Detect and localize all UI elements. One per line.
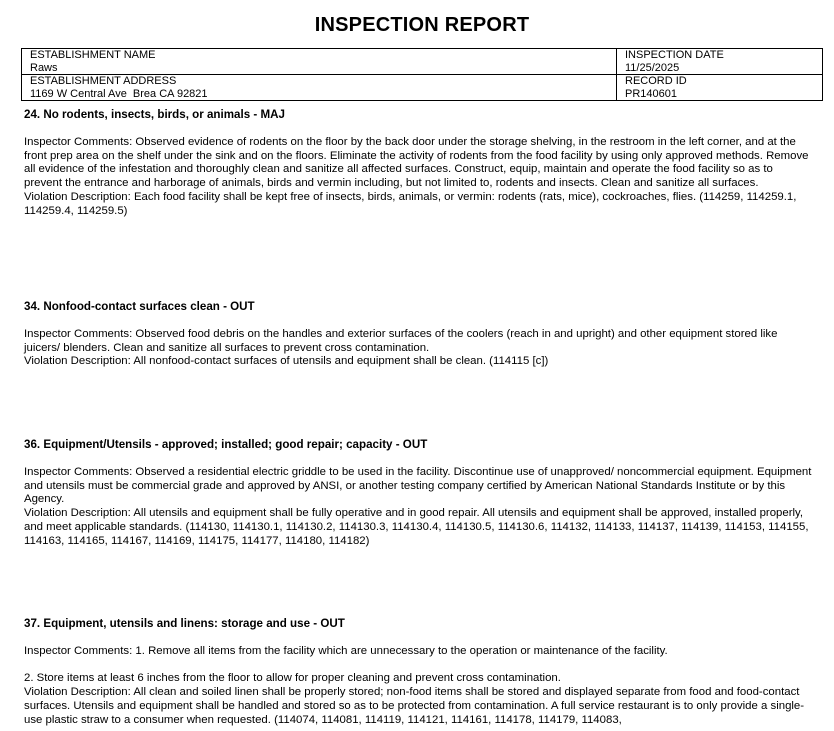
violation-description: Violation Description: All clean and soiled linen shall be properly stored; non-food items shall be stored and displayed separate from food and food-contact surfaces. Utensils and equipment shall be handled and stored so as to be protected from contamination. A full service restaurant is to only provide a single-use plastic straw to a consumer when requested. (114074, 114081, 114119, 114121, 114161, 114178, 114179, 114083, xyxy=(24,686,805,726)
violation-37 xyxy=(24,617,814,728)
establishment-name-cell xyxy=(22,49,617,75)
establishment-address-value: 1169 W Central Ave Brea CA 92821 xyxy=(30,87,208,100)
violation-34 xyxy=(24,300,814,369)
inspector-comments: Inspector Comments: 1. Remove all items from the facility which are unnecessary to the operation or maintenance of the facility. xyxy=(24,644,668,657)
establishment-address-label: ESTABLISHMENT ADDRESS xyxy=(30,75,177,87)
inspector-comments-continued: 2. Store items at least 6 inches from the floor to allow for proper cleaning and prevent cross contamination. xyxy=(24,672,561,685)
inspection-date-value: 11/25/2025 xyxy=(625,61,680,74)
establishment-name-label: ESTABLISHMENT NAME xyxy=(30,49,156,61)
violation-heading: 36. Equipment/Utensils - approved; installed; good repair; capacity - OUT xyxy=(24,438,428,451)
record-id-cell xyxy=(617,75,823,101)
violation-description: Violation Description: All nonfood-contact surfaces of utensils and equipment shall be clean. (114115 [c]) xyxy=(24,355,549,368)
violation-description: Violation Description: All utensils and equipment shall be fully operative and in good repair. All utensils and equipment shall be approved, installed properly, and meet applicable standards. (114130, 114130.1, 114130.2, 114130.3, 114130.4, 114130.5, 114130.6, 114132, 114133, 114137, 114139, 114153, 114155, 114163, 114165, 114167, 114169, 114175, 114177, 114180, 114182) xyxy=(24,507,809,547)
establishment-address-cell xyxy=(22,75,617,101)
report-title: INSPECTION REPORT xyxy=(314,14,530,36)
record-id-value: PR140601 xyxy=(625,87,677,100)
violation-heading: 34. Nonfood-contact surfaces clean - OUT xyxy=(24,300,255,313)
inspection-date-label: INSPECTION DATE xyxy=(625,49,724,61)
establishment-info-table xyxy=(21,48,823,101)
paragraph-spacer xyxy=(24,659,814,673)
record-id-label: RECORD ID xyxy=(625,75,687,87)
inspector-comments: Inspector Comments: Observed a residential electric griddle to be used in the facility. Discontinue use of unapproved/ noncommercial equipment. Equipment and utensils must be commercial grade and approved by ANSI, or another testing company certified by American National Standards Institute or by this Agency. xyxy=(24,465,812,506)
inspector-comments: Inspector Comments: Observed food debris on the handles and exterior surfaces of the coolers (reach in and upright) and other equipment stored like juicers/ blenders. Clean and sanitize all surfaces to prevent cross contamination. xyxy=(24,327,778,354)
violation-heading: 37. Equipment, utensils and linens: storage and use - OUT xyxy=(24,617,345,630)
inspection-date-cell xyxy=(617,49,823,75)
violation-36 xyxy=(24,438,814,549)
establishment-name-value: Raws xyxy=(30,61,58,74)
violation-heading: 24. No rodents, insects, birds, or animals - MAJ xyxy=(24,108,285,121)
violation-24 xyxy=(24,108,814,219)
violation-description: Violation Description: Each food facility shall be kept free of insects, birds, animals, or vermin: rodents (rats, mice), cockroaches, flies. (114259, 114259.1, 114259.4, 114259.5) xyxy=(24,190,797,217)
inspector-comments: Inspector Comments: Observed evidence of rodents on the floor by the back door under the storage shelving, in the restroom in the left corner, and at the front prep area on the shelf under the sink and on the floors. Eliminate the activity of rodents from the food facility by using only approved methods. Remove all evidence of the infestation and thoroughly clean and sanitize all affected surfaces. Construct, equip, maintain and operate the food facility so as to prevent the entrance and harborage of animals, birds and vermin including, but not limited to, rodents and insects. Clean and sanitize all surfaces. xyxy=(24,135,809,190)
